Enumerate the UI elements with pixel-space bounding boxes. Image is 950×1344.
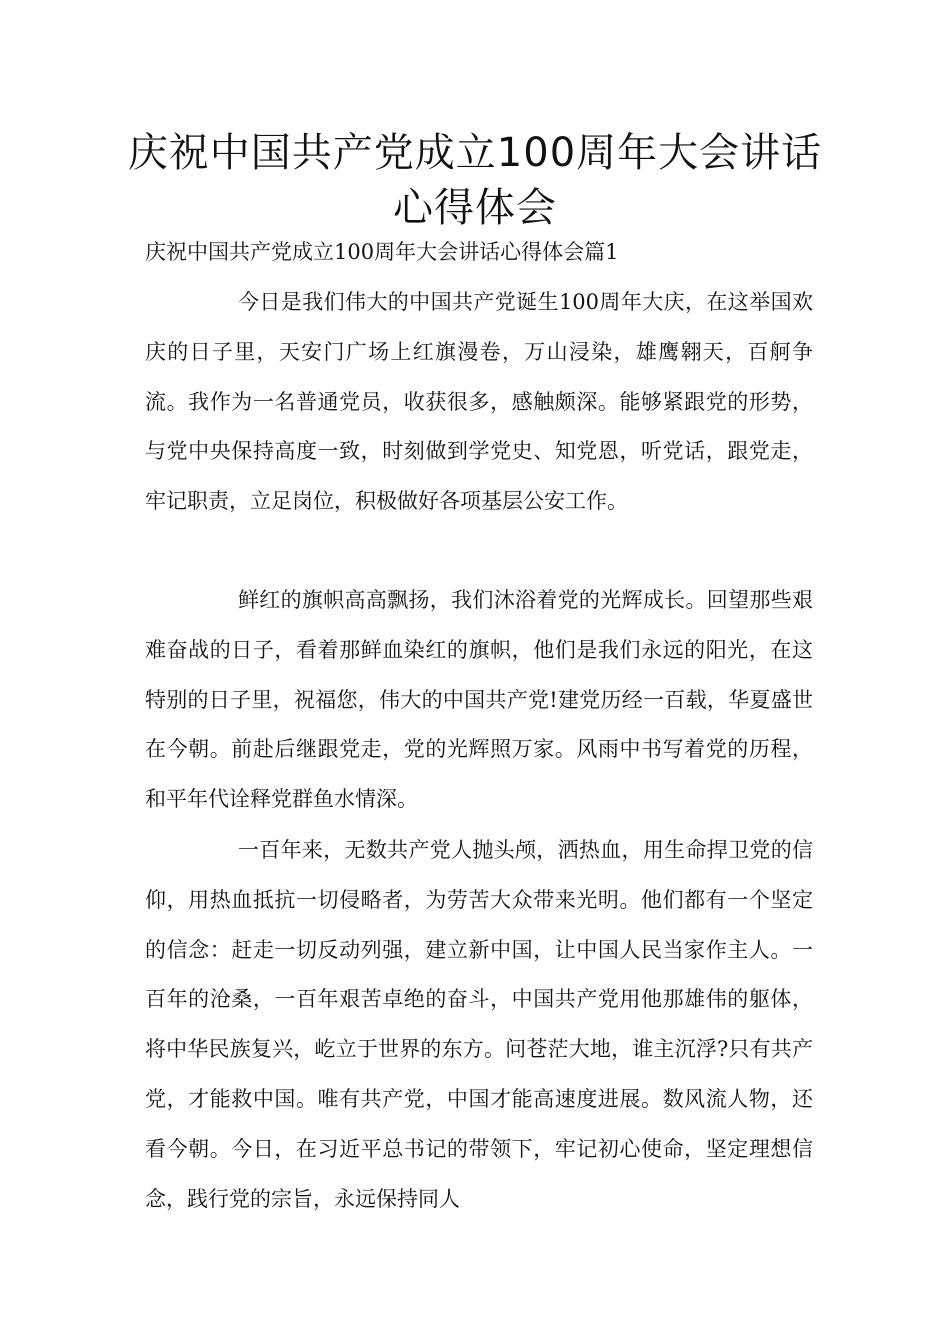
title-line-2: 心得体会: [393, 185, 557, 231]
paragraph-3: 一百年来，无数共产党人抛头颅，洒热血，用生命捍卫党的信仰，用热血抵抗一切侵略者，为劳苦大众带来光明。他们都有一个坚定的信念：赶走一切反动列强，建立新中国，让中国人民当家作主人。一百年的沧桑，一百年艰苦卓绝的奋斗，中国共产党用他那雄伟的躯体，将中华民族复兴，屹立于世界的东方。问苍茫大地，谁主沉浮?只有共产党，才能救中国。唯有共产党，中国才能高速度进展。数风流人物，还看今朝。今日，在习近平总书记的带领下，牢记初心使命，坚定理想信念，践行党的宗旨，永远保持同人: [145, 838, 813, 1211]
paragraph-1: 今日是我们伟大的中国共产党诞生100周年大庆，在这举国欢庆的日子里，天安门广场上红旗漫卷，万山浸染，雄鹰翱天，百舸争流。我作为一名普通党员，收获很多，感触颇深。能够紧跟党的形势，与党中央保持高度一致，时刻做到学党史、知党恩，听党话，跟党走，牢记职责，立足岗位，积极做好各项基层公安工作。: [145, 290, 813, 514]
paragraph-2: 鲜红的旗帜高高飘扬，我们沐浴着党的光辉成长。回望那些艰难奋战的日子，看着那鲜血染红的旗帜，他们是我们永远的阳光，在这特别的日子里，祝福您，伟大的中国共产党!建党历经一百载，华夏盛世在今朝。前赴后继跟党走，党的光辉照万家。风雨中书写着党的历程，和平年代诠释党群鱼水情深。: [145, 588, 813, 812]
section-heading: 庆祝中国共产党成立100周年大会讲话心得体会篇1: [145, 240, 619, 264]
document-title: [120, 126, 830, 236]
title-line-1: 庆祝中国共产党成立100周年大会讲话: [127, 130, 823, 176]
